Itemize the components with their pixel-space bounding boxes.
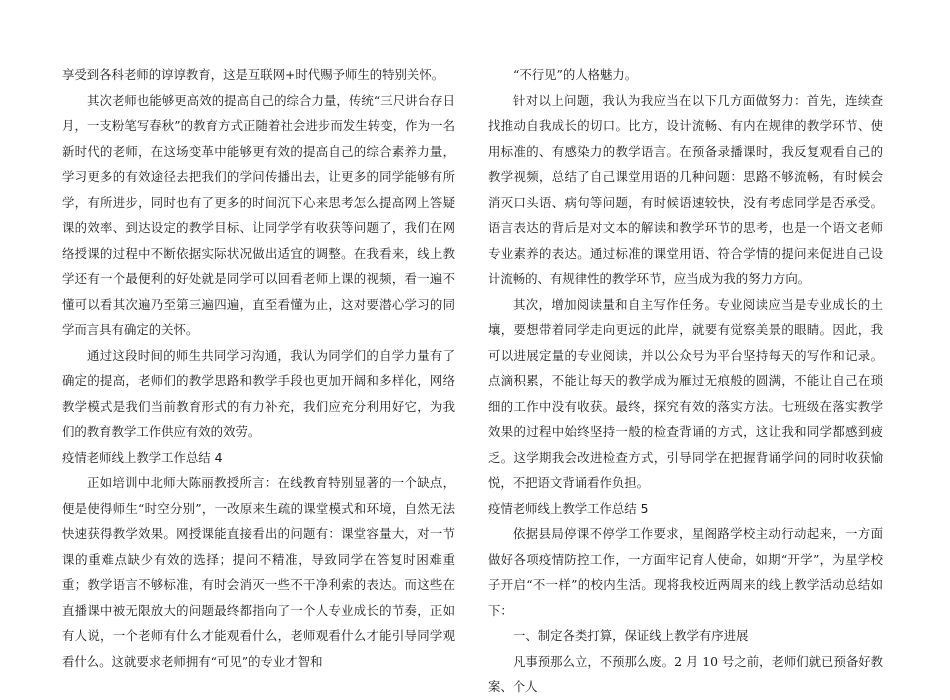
paragraph: 针对以上问题，我认为我应当在以下几方面做努力：首先，连续查找推动自我成长的切口。比方，设计流畅、有内在规律的教学环节、使用标准的、有感染力的教学语言。在预备录播课时，我反复观看自己的教学视频，总结了自己课堂用语的几种问题：思路不够流畅，有时候会消灭口头语、病句等问题，有时候语速较快，没有考虑同学是否承受。语言表达的背后是对文本的解读和教学环节的思考，也是一个语文老师专业素养的表达。通过标准的课堂用语、符合学情的提问来促进自己设计流畅的、有规律性的教学环节，应当成为我的努力方向。 (488, 92, 883, 286)
paragraph: 正如培训中北师大陈丽教授所言：在线教育特别显著的一个缺点，便是使得师生“时空分别”，一改原来生疏的课堂模式和环境，自然无法快速获得教学效果。网授课能直接看出的问题有：课堂容量大，对一节课的重难点缺少有效的选择；提问不精准，导致同学在答复时困难重重；教学语言不够标准，有时会消灭一些不干净利索的表达。而这些在直播课中被无限放大的问题最终都指向了一个人专业成长的节奏，正如有人说，一个老师有什么才能观看什么，老师观看什么才能引导同学观看什么。这就要求老师拥有“可见”的专业才智和 (62, 475, 455, 669)
paragraph: 其次老师也能够更高效的提高自己的综合力量，传统“三尺讲台存日月，一支粉笔写春秋”的教育方式正随着社会进步而发生转变，作为一名新时代的老师，在这场变革中能够更有效的提高自己的综合素养力量，学习更多的有效途径去把我们的学问传播出去，让更多的同学能够有所学，有所进步，同时也有了更多的时间沉下心来思考怎么提高网上答疑课的效率、到达设定的教学目标、让同学学有收获等问题了，我们在网络授课的过程中不断依据实际状况做出适宜的调整。在我看来，线上教学还有一个最便利的好处就是同学可以回看老师上课的视频，看一遍不懂可以看其次遍乃至第三遍四遍，直至看懂为止，这对要潜心学习的同学而言具有确定的关怀。 (62, 92, 455, 337)
paragraph: 一、制定各类打算，保证线上教学有序进展 (513, 628, 749, 643)
left-column (62, 62, 455, 674)
paragraph: 凡事预那么立，不预那么废。2 月 10 号之前，老师们就已预备好教案、个人 (488, 653, 884, 694)
paragraph: “不行见”的人格魅力。 (513, 67, 638, 82)
paragraph: 通过这段时间的师生共同学习沟通，我认为同学们的自学力量有了确定的提高，老师们的教学思路和教学手段也更加开阔和多样化，网络教学模式是我们当前教育形式的有力补充，我们应充分利用好它，为我们的教育教学工作供应有效的效劳。 (62, 347, 455, 439)
section-heading: 疫情老师线上教学工作总结 5 (488, 500, 649, 516)
paragraph: 其次，增加阅读量和自主写作任务。专业阅读应当是专业成长的土壤，要想带着同学走向更远的此岸，就要有觉察美景的眼睛。因此，我可以进展定量的专业阅读，并以公众号为平台坚持每天的写作和记录。点滴积累，不能让每天的教学成为雁过无痕般的圆满，不能让自己在琐细的工作中没有收获。最终，探究有效的落实方法。七班级在落实教学效果的过程中始终坚持一般的检查背诵的方式，这让我和同学都感到疲乏。这学期我会改进检查方式，引导同学在把握背诵学问的同时收获愉悦，不把语文背诵看作负担。 (488, 296, 883, 490)
paragraph: 依据县局停课不停学工作要求，星阁路学校主动行动起来，一方面做好各项疫情防控工作，一方面牢记育人使命，如期“开学”，为星学校子开启“不一样”的校内生活。现将我校近两周来的线上教学活动总结如下： (488, 526, 883, 618)
paragraph: 享受到各科老师的谆谆教育，这是互联网+时代赐予师生的特别关怀。 (62, 67, 445, 82)
right-column (488, 62, 883, 700)
section-heading: 疫情老师线上教学工作总结 4 (62, 449, 223, 465)
